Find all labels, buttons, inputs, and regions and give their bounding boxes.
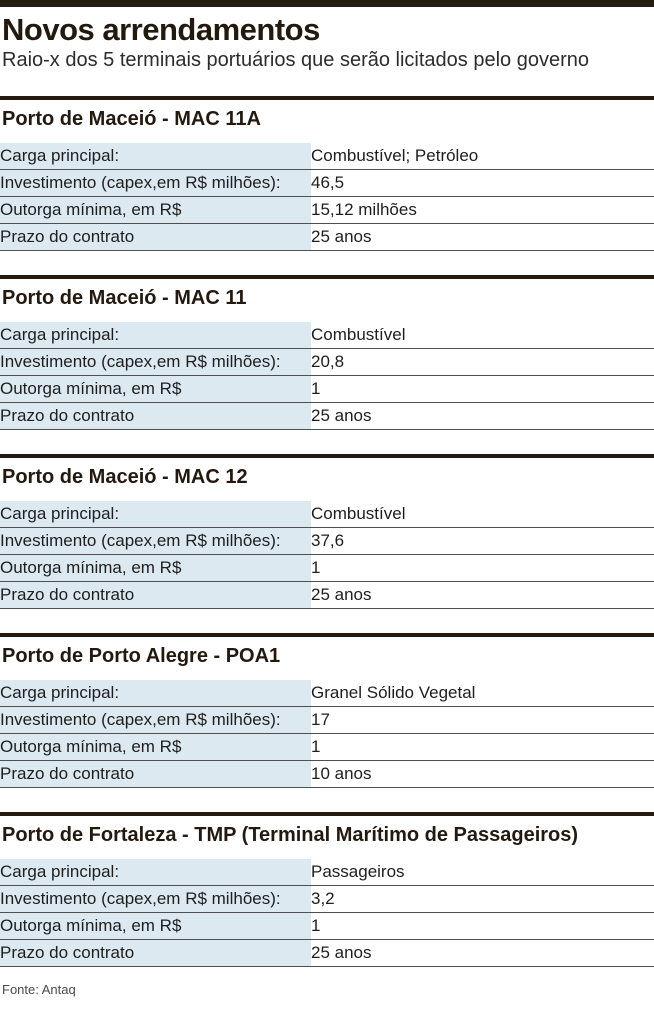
row-label: Investimento (capex,em R$ milhões): — [0, 349, 311, 376]
section-divider — [0, 96, 654, 100]
row-label: Outorga mínima, em R$ — [0, 197, 311, 224]
table-row — [0, 197, 654, 224]
page-subtitle: Raio-x dos 5 terminais portuários que serão licitados pelo governo — [2, 49, 589, 71]
section-mac-12 — [0, 454, 654, 609]
page-title: Novos arrendamentos — [2, 12, 320, 47]
section-tmp — [0, 812, 654, 967]
row-value: 3,2 — [311, 886, 654, 913]
row-value: Granel Sólido Vegetal — [311, 680, 654, 707]
row-label: Investimento (capex,em R$ milhões): — [0, 886, 311, 913]
row-value: 1 — [311, 376, 654, 403]
top-accent-bar — [0, 0, 654, 7]
terminal-table — [0, 859, 654, 967]
section-mac-11 — [0, 275, 654, 430]
row-label: Investimento (capex,em R$ milhões): — [0, 170, 311, 197]
table-row — [0, 940, 654, 967]
section-divider — [0, 812, 654, 816]
row-label: Investimento (capex,em R$ milhões): — [0, 528, 311, 555]
row-label: Outorga mínima, em R$ — [0, 734, 311, 761]
row-value: 1 — [311, 555, 654, 582]
table-row — [0, 170, 654, 197]
row-label: Prazo do contrato — [0, 940, 311, 967]
row-label: Outorga mínima, em R$ — [0, 376, 311, 403]
row-value: Combustível; Petróleo — [311, 143, 654, 170]
row-label: Carga principal: — [0, 322, 311, 349]
table-row — [0, 376, 654, 403]
row-label: Prazo do contrato — [0, 224, 311, 251]
section-title: Porto de Maceió - MAC 11A — [2, 108, 261, 130]
row-label: Carga principal: — [0, 859, 311, 886]
row-value: 10 anos — [311, 761, 654, 788]
section-title: Porto de Porto Alegre - POA1 — [2, 645, 281, 667]
row-label: Carga principal: — [0, 680, 311, 707]
table-row — [0, 734, 654, 761]
row-value: 25 anos — [311, 940, 654, 967]
row-value: 25 anos — [311, 582, 654, 609]
row-value: 15,12 milhões — [311, 197, 654, 224]
row-value: Passageiros — [311, 859, 654, 886]
row-label: Prazo do contrato — [0, 403, 311, 430]
section-mac-11a — [0, 96, 654, 251]
row-value: 17 — [311, 707, 654, 734]
table-row — [0, 143, 654, 170]
row-value: 25 anos — [311, 403, 654, 430]
row-value: Combustível — [311, 322, 654, 349]
row-value: 25 anos — [311, 224, 654, 251]
row-label: Prazo do contrato — [0, 582, 311, 609]
terminal-table — [0, 322, 654, 430]
table-row — [0, 224, 654, 251]
table-row — [0, 528, 654, 555]
terminal-table — [0, 143, 654, 251]
table-row — [0, 707, 654, 734]
table-row — [0, 761, 654, 788]
row-label: Outorga mínima, em R$ — [0, 555, 311, 582]
table-row — [0, 322, 654, 349]
table-row — [0, 886, 654, 913]
table-row — [0, 680, 654, 707]
row-label: Carga principal: — [0, 501, 311, 528]
section-title: Porto de Maceió - MAC 11 — [2, 287, 247, 309]
table-row — [0, 582, 654, 609]
row-value: 37,6 — [311, 528, 654, 555]
section-divider — [0, 633, 654, 637]
source-note: Fonte: Antaq — [2, 982, 76, 997]
row-value: 46,5 — [311, 170, 654, 197]
row-label: Investimento (capex,em R$ milhões): — [0, 707, 311, 734]
section-divider — [0, 454, 654, 458]
row-label: Prazo do contrato — [0, 761, 311, 788]
row-value: 1 — [311, 913, 654, 940]
table-row — [0, 859, 654, 886]
table-row — [0, 403, 654, 430]
row-label: Outorga mínima, em R$ — [0, 913, 311, 940]
row-value: Combustível — [311, 501, 654, 528]
terminal-table — [0, 501, 654, 609]
terminal-table — [0, 680, 654, 788]
table-row — [0, 555, 654, 582]
section-title: Porto de Fortaleza - TMP (Terminal Marítimo de Passageiros) — [2, 824, 579, 846]
table-row — [0, 349, 654, 376]
section-poa1 — [0, 633, 654, 788]
section-title: Porto de Maceió - MAC 12 — [2, 466, 248, 488]
table-row — [0, 913, 654, 940]
section-divider — [0, 275, 654, 279]
row-value: 20,8 — [311, 349, 654, 376]
table-row — [0, 501, 654, 528]
row-value: 1 — [311, 734, 654, 761]
row-label: Carga principal: — [0, 143, 311, 170]
